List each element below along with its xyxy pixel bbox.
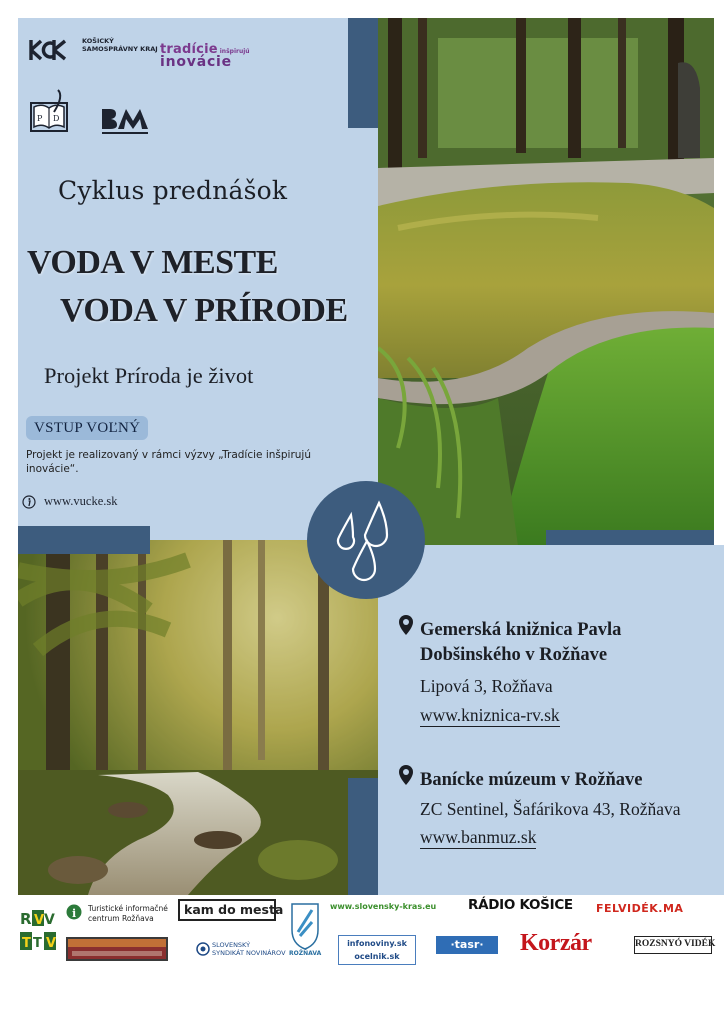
ssn-logo [212,941,286,957]
ssn-logo-icon [196,942,210,956]
accent-bar [348,18,378,128]
roznava-crest-icon [290,902,320,952]
ksk-logo-icon [28,38,68,62]
ksk-name: KOŠICKÝ SAMOSPRÁVNY KRAJ [82,37,158,53]
location-address: ZC Sentinel, Šafárikova 43, Rožňava [420,799,681,819]
accent-bar [348,778,378,895]
library-book-icon [28,88,70,136]
cycle-title: Cyklus prednášok [58,176,288,205]
water-drops-badge [307,481,425,599]
korzar-logo: Korzár [520,930,592,956]
location-name: Gemerská knižnica Pavla [420,620,622,640]
kamdomesta-logo: kam do mesta [178,899,276,921]
info-icon [22,495,36,509]
felvidek-logo: FELVIDÉK.MA [596,902,684,915]
park-pond-photo [378,18,714,546]
tradicie-small: inšpirujú [219,48,250,55]
entry-badge: VSTUP VOĽNÝ [26,416,148,440]
svg-text:D: D [53,114,60,123]
tradicie-line2: inovácie [160,54,232,70]
regional-tv-logo-icon [66,937,168,961]
tic-line2: centrum Rožňava [88,914,154,923]
ocelnik-line: ocelnik.sk [354,952,400,961]
slovensky-kras-logo: www.slovensky-kras.eu [330,902,437,911]
rozsnyo-videk-logo: ROZSNYÓ VIDÉK [634,936,712,954]
heading-line2: VODA V PRÍRODE [60,292,348,329]
location-url[interactable]: www.banmuz.sk [420,827,537,847]
svg-text:P: P [37,114,43,123]
location-url[interactable]: www.kniznica-rv.sk [420,705,560,725]
tic-logo [88,904,168,924]
roznava-label: ROŽŇAVA [289,950,322,957]
website-row [22,494,117,509]
svg-text:V: V [34,913,45,928]
location-museum [420,768,681,849]
rtv-logo-icon [20,908,56,954]
svg-text:V: V [44,912,55,928]
project-name: Projekt Príroda je život [44,363,254,388]
water-drops-icon [307,481,425,599]
realized-text: Projekt je realizovaný v rámci výzvy „Tradície inšpirujú inovácie“. [26,449,312,475]
heading-line1: VODA V MESTE [27,244,278,281]
ssn-line2: SYNDIKÁT NOVINÁROV [212,949,286,957]
svg-text:T: T [22,936,31,951]
infonoviny-logo [338,935,416,965]
tic-line1: Turistické informačné [88,904,168,913]
svg-text:i: i [72,907,77,920]
tic-info-icon [66,904,82,920]
svg-text:R: R [20,910,32,928]
accent-bar [18,526,150,554]
location-address: Lipová 3, Rožňava [420,676,553,696]
location-pin-icon [398,614,414,636]
radio-kosice-logo: RÁDIO KOŠICE [468,897,573,913]
location-library [420,618,621,727]
website-link[interactable]: www.vucke.sk [44,494,118,508]
svg-text:T: T [33,936,42,951]
tradicie-line1: tradície [160,42,218,57]
tasr-logo: ·tasr· [436,936,498,954]
ssn-line1: SLOVENSKÝ [212,941,251,949]
svg-text:V: V [46,936,56,951]
rtv-logo [20,908,56,954]
location-name: Dobšinského v Rožňave [420,645,608,665]
museum-logo-icon [100,105,156,139]
location-pin-icon [398,764,414,786]
tradicie-logo [160,38,250,70]
location-name: Banícke múzeum v Rožňave [420,770,643,790]
infonoviny-line: infonoviny.sk [347,939,407,948]
